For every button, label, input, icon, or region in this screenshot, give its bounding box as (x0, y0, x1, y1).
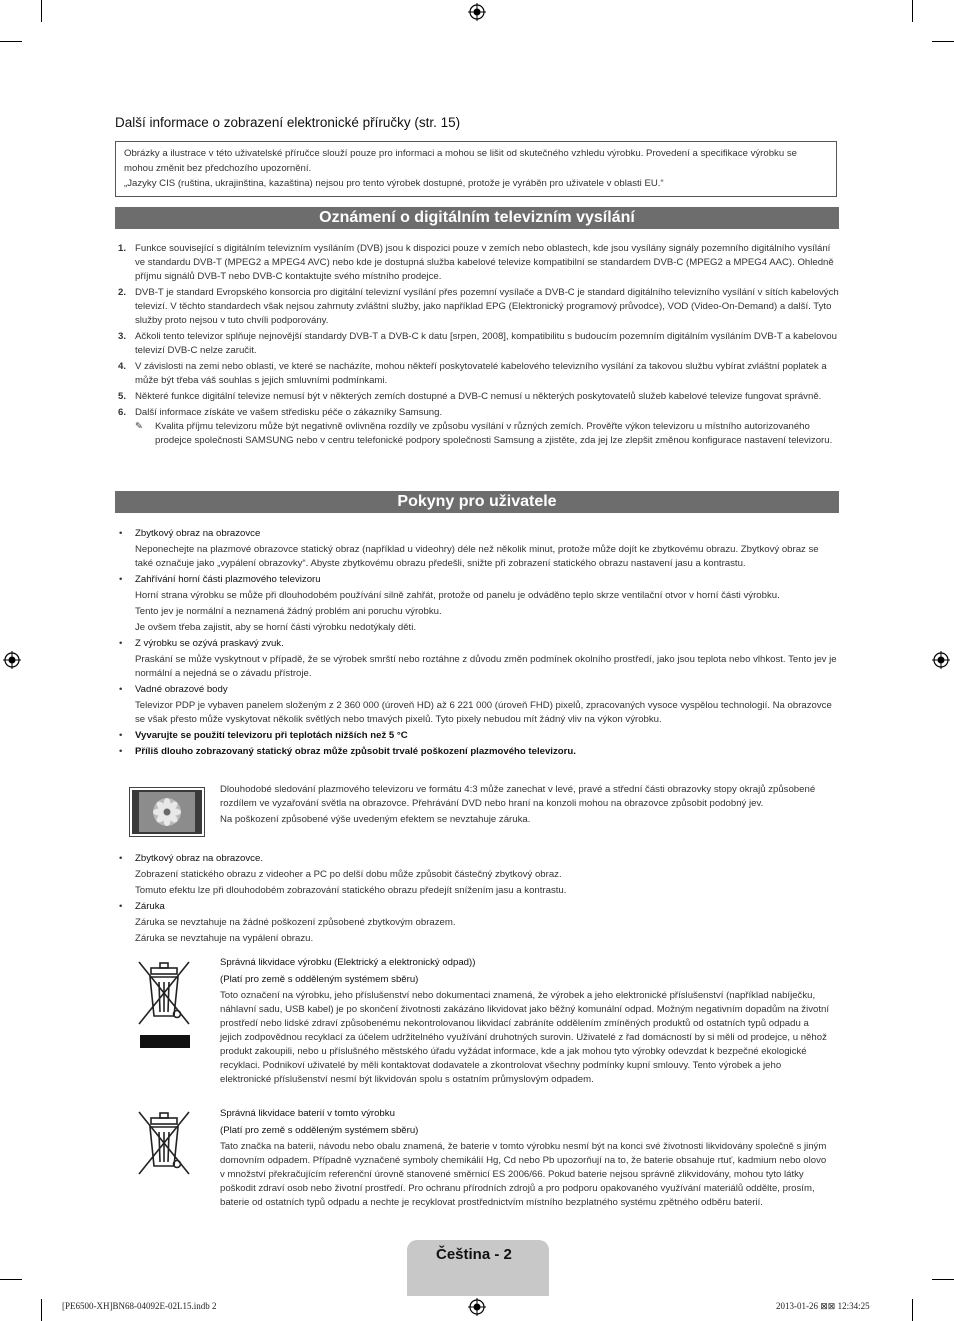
weee-subtitle: (Platí pro země s odděleným systémem sběru) (220, 974, 419, 985)
page-footer-tab (407, 1240, 549, 1296)
crop-mark (0, 1279, 22, 1280)
item-text: Televizor PDP je vybaven panelem složeným z 2 360 000 (úroveň HD) až 6 221 000 (úroveň FHD) pixelů, zpracovaných vysoce vyspělou technologií. Na obrazovce se však přesto může vyskytovat několik světlých nebo tmavých pixelů. Tyto pixely nebudou mít žádný vliv na výkon výrobku. (135, 700, 832, 725)
weee-disposal-block (220, 956, 832, 1087)
item-text: Funkce související s digitálním televizním vysíláním (DVB) jsou k dispozici pouze v zemích nebo oblastech, kde jsou vysílány signály pozemního digitálního vysílání ve standardu DVB-T (MPEG2 a MPEG4 AVC) nebo kde je dostupná služba kabelové televize kompatibilní se standardem DVB-C (MPEG2 a MPEG4 AAC). Ohledně příjmu signálů DVB-T nebo DVB-C kontaktujte svého místního prodejce. (135, 243, 834, 282)
crossed-out-bin-icon (135, 958, 193, 1050)
item-number: 2. (118, 287, 127, 298)
notice-text: „Jazyky CIS (ruština, ukrajinština, kazaština) nejsou pro tento výrobek dostupné, protože je vyráběn pro uživatele v oblasti EU.“ (124, 178, 664, 189)
item-text: Horní strana výrobku se může při dlouhodobém používání silně zahřát, protože od panelu je odváděno teplo skrze ventilační otvor v horní části výrobku. (135, 590, 780, 601)
crop-mark (41, 0, 42, 22)
crop-mark (41, 1299, 42, 1321)
item-text: Neponechejte na plazmové obrazovce statický obraz (například u videohry) déle než několik minut, protože může dojít ke zbytkovému obrazu. Zbytkový obraz se také označuje jako „vypálení obrazovky“. Abyste zbytkovému obrazu předešli, snižte při zobrazení statického obrazu nastavení jasu a kontrastu. (135, 544, 819, 569)
list-item (115, 852, 839, 898)
battery-subtitle: (Platí pro země s odděleným systémem sběru) (220, 1125, 419, 1136)
item-text: Ačkoli tento televizor splňuje nejnovější standardy DVB-T a DVB-C k datu [srpen, 2008], kompatibilitu s budoucím pozemním digitálním vysíláním DVB-T a kabelovou televizí DVB-C nelze zaručit. (135, 331, 837, 356)
crop-mark (932, 41, 954, 42)
weee-title: Správná likvidace výrobku (Elektrický a elektronický odpad)) (220, 957, 476, 968)
bullet: • (119, 901, 123, 912)
caption-text: Dlouhodobé sledování plazmového televizoru ve formátu 4:3 může zanechat v levé, pravé a střední části obrazovky stopy okrajů způsobené rozdílem ve vyzařování světla na obrazovce. Přehrávání DVD nebo hraní na konzoli mohou na obrazovce způsobit podobný jev. (220, 784, 816, 809)
battery-title: Správná likvidace baterií v tomto výrobku (220, 1108, 395, 1119)
crop-mark (912, 1299, 913, 1321)
warning-static-image: Příliš dlouho zobrazovaný statický obraz může způsobit trvalé poškození plazmového televizoru. (135, 746, 576, 757)
list-item (115, 729, 839, 743)
battery-text: Tato značka na baterii, návodu nebo obalu znamená, že baterie v tomto výrobku nesmí být na konci své životnosti likvidovány společně s jiným domovním odpadem. Případně vyznačené symboly chemikálií Hg, Cd nebo Pb upozorňují na to, že baterie obsahuje rtuť, kadmium nebo olovo v množství překračujícím referenční úrovně stanovené směrnicí ES 2006/66. Pokud baterie nejsou správně zlikvidovány, mohou tyto látky poškodit zdraví osob nebo životní prostředí. Pro ochranu přírodních zdrojů a pro podporu opakovaného využívání materiálů oddělte, prosím, baterie od ostatních typů odpadu a nechte je recyklovat prostřednictvím místního bezplatného systému zpětného odběru baterií. (220, 1141, 827, 1208)
list-item (115, 637, 839, 681)
item-text: Záruka se nevztahuje na vypálení obrazu. (135, 933, 314, 944)
notice-box (115, 141, 837, 197)
digital-broadcast-list (115, 242, 839, 448)
list-item (115, 527, 839, 571)
registration-mark-icon (3, 651, 21, 669)
crop-mark (912, 0, 913, 22)
bullet: • (119, 574, 123, 585)
bullet: • (119, 746, 123, 757)
bullet: • (119, 853, 123, 864)
item-number: 1. (118, 243, 127, 254)
list-item (115, 406, 839, 420)
crop-mark (0, 41, 22, 42)
item-title: Zahřívání horní části plazmového televizoru (135, 574, 321, 585)
list-item (115, 745, 839, 759)
registration-mark-icon (932, 651, 950, 669)
print-slug-date: 2013-01-26 ⊠⊠ 12:34:25 (776, 1301, 870, 1311)
item-text: Praskání se může vyskytnout v případě, že se výrobek smrští nebo roztáhne z důvodu změn podmínek okolního prostředí, jako jsou teplota nebo vlhkost. Tento jev je normální a nejedná se o závadu přístroje. (135, 654, 837, 679)
item-title: Vadné obrazové body (135, 684, 228, 695)
warning-temperature: Vyvarujte se použití televizoru při teplotách nižších než 5 °C (135, 730, 408, 741)
item-number: 6. (118, 407, 127, 418)
notice-text: Obrázky a ilustrace v této uživatelské příručce slouží pouze pro informaci a mohou se lišit od skutečného vzhledu výrobku. Provedení a specifikace výrobku se mohou změnit bez předchozího upozornění. (124, 148, 797, 174)
note-text: Kvalita příjmu televizoru může být negativně ovlivněna rozdíly ve způsobu vysílání v různých zemích. Prověřte výkon televizoru u místního autorizovaného prodejce společnosti SAMSUNG nebo v centru telefonické podpory společnosti Samsung a zjistěte, zda jej lze zlepšit změnou konfigurace nastavení televizoru. (155, 421, 833, 446)
registration-mark-icon (468, 1298, 486, 1316)
list-item (115, 683, 839, 727)
bullet: • (119, 638, 123, 649)
list-item (115, 573, 839, 635)
bullet: • (119, 730, 123, 741)
item-text: Záruka se nevztahuje na žádné poškození způsobené zbytkovým obrazem. (135, 917, 456, 928)
item-number: 5. (118, 391, 127, 402)
item-text: Je ovšem třeba zajistit, aby se horní části výrobku nedotýkaly děti. (135, 622, 417, 633)
item-title: Zbytkový obraz na obrazovce (135, 528, 261, 539)
battery-bin-icon (135, 1108, 193, 1176)
item-text: Další informace získáte ve vašem středisku péče o zákazníky Samsung. (135, 407, 443, 418)
list-item (115, 900, 839, 946)
list-item (115, 330, 839, 358)
item-text: Tento jev je normální a neznamená žádný problém ani poruchu výrobku. (135, 606, 442, 617)
page-number-label: Čeština - 2 (436, 1246, 512, 1263)
caption-text: Na poškození způsobené výše uvedeným efektem se nevztahuje záruka. (220, 814, 531, 825)
item-text: DVB-T je standard Evropského konsorcia pro digitální televizní vysílání přes pozemní vysílače a DVB-C je standard digitálního televizního vysílání v sítích kabelových televizí. V těchto standardech však nejsou zahrnuty zvláštní služby, jako například EPG (Elektronický programový průvodce), VOD (Video-On-Demand) a další. Tyto služby proto nejsou v tuto chvíli podporovány. (135, 287, 839, 326)
print-slug-file: [PE6500-XH]BN68-04092E-02L15.indb 2 (62, 1301, 217, 1311)
section-title-digital-broadcast: Oznámení o digitálním televizním vysílání (115, 207, 839, 229)
item-title: Záruka (135, 901, 165, 912)
tv-screen-illustration (129, 787, 205, 837)
list-item (115, 360, 839, 388)
item-number: 4. (118, 361, 127, 372)
item-text: Některé funkce digitální televize nemusí být v některých zemích dostupné a DVB-C nemusí u některých poskytovatelů služeb kabelové televize fungovat správně. (135, 391, 822, 402)
item-text: Zobrazení statického obrazu z videoher a PC po delší dobu může způsobit částečný zbytkový obraz. (135, 869, 562, 880)
item-title: Zbytkový obraz na obrazovce. (135, 853, 263, 864)
crop-mark (932, 1279, 954, 1280)
registration-mark-icon (468, 3, 486, 21)
list-item (115, 390, 839, 404)
battery-disposal-block (220, 1107, 832, 1210)
image-caption (220, 783, 830, 827)
item-text: V závislosti na zemi nebo oblasti, ve které se nacházíte, mohou někteří poskytovatelé kabelového televizního vysílání za takovou službu vybírat zvláštní poplatek a může být třeba váš souhlas s jejich smluvními podmínkami. (135, 361, 827, 386)
bullet: • (119, 684, 123, 695)
user-instructions-list (115, 527, 839, 761)
item-number: 3. (118, 331, 127, 342)
user-instructions-list-2 (115, 852, 839, 948)
weee-text: Toto označení na výrobku, jeho příslušenství nebo dokumentaci znamená, že výrobek a jeho elektronické příslušenství (například nabíječku, náhlavní sadu, USB kabel) je po skončení životnosti zakázáno likvidovat jako běžný komunální odpad. Možným negativním dopadům na životní prostředí nebo lidské zdraví způsobenému nekontrolovanou likvidací zabráníte oddělením zmíněných produktů od ostatních typů odpadu a jejich zodpovědnou recyklací za účelem udržitelného využívání druhotných surovin. Uživatelé z řad domácností by si měli od prodejce, u něhož produkt zakoupili, nebo u příslušného městského úřadu vyžádat informace, kde a jak mohou tyto výrobky odevzdat k bezpečné ekologické recyklaci. Podnikoví uživatelé by měli kontaktovat dodavatele a zkontrolovat všechny podmínky kupní smlouvy. Tento výrobek a jeho elektronické příslušenství nesmí být likvidován spolu s ostatním průmyslovým odpadem. (220, 990, 830, 1085)
item-title: Z výrobku se ozývá praskavý zvuk. (135, 638, 284, 649)
list-item (115, 242, 839, 284)
note-pencil-icon: ✎ (135, 421, 144, 432)
manual-reference-line: Další informace o zobrazení elektronické příručky (str. 15) (115, 115, 461, 130)
note (115, 420, 839, 448)
item-text: Tomuto efektu lze při dlouhodobém zobrazování statického obrazu předejít snížením jasu a kontrastu. (135, 885, 567, 896)
section-title-user-instructions: Pokyny pro uživatele (115, 491, 839, 513)
list-item (115, 286, 839, 328)
bullet: • (119, 528, 123, 539)
